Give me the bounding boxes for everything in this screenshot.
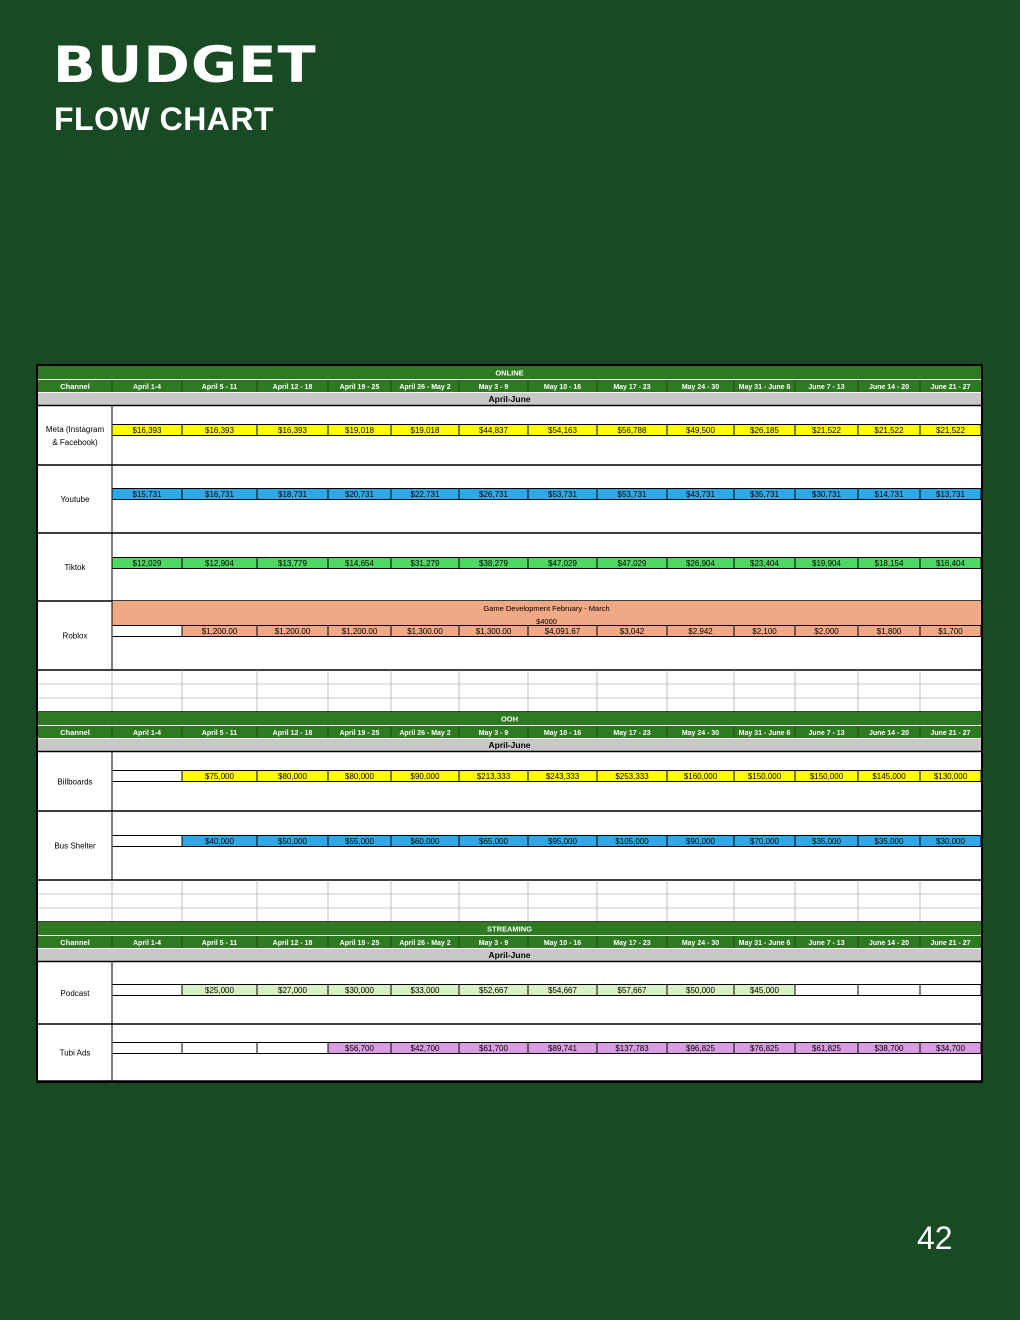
- budget-value: $45,000: [750, 986, 779, 995]
- week-header: May 10 - 16: [543, 940, 582, 947]
- week-header: April 5 - 11: [201, 730, 238, 737]
- week-header: May 31 - June 6: [738, 384, 791, 391]
- budget-value: $150,000: [809, 772, 844, 781]
- week-header: May 3 - 9: [478, 730, 509, 737]
- budget-cell: [112, 626, 182, 637]
- budget-value: $16,404: [936, 559, 965, 568]
- budget-value: $55,000: [345, 837, 374, 846]
- budget-value: $1,200.00: [201, 627, 238, 636]
- budget-value: $35,000: [812, 837, 841, 846]
- week-header: May 10 - 16: [543, 730, 582, 737]
- budget-value: $1,800: [876, 627, 902, 636]
- channel-header: Channel: [60, 938, 90, 947]
- budget-value: $13,731: [936, 490, 965, 499]
- channel-banner-text: $4000: [536, 617, 557, 626]
- budget-value: $49,500: [686, 426, 715, 435]
- week-header: June 21 - 27: [930, 384, 971, 391]
- week-header: April 26 - May 2: [399, 940, 451, 947]
- week-header: May 24 - 30: [681, 940, 720, 947]
- channel-banner-text: Game Development February - March: [483, 604, 610, 613]
- channel-name: & Facebook): [52, 438, 98, 447]
- week-header: April 1-4: [132, 940, 162, 947]
- period-label: April-June: [488, 950, 531, 960]
- week-header: June 7 - 13: [808, 730, 845, 737]
- budget-value: $54,667: [548, 986, 577, 995]
- page-number: 42: [917, 1220, 953, 1256]
- channel-name: Roblox: [62, 631, 88, 641]
- budget-value: $21,522: [812, 426, 841, 435]
- budget-value: $12,029: [132, 559, 162, 568]
- budget-value: $61,825: [812, 1044, 841, 1053]
- budget-cell: [795, 985, 858, 996]
- budget-value: $27,000: [278, 986, 307, 995]
- budget-value: $75,000: [205, 772, 234, 781]
- week-header: April 12 - 18: [272, 730, 313, 737]
- channel-name: Youtube: [60, 495, 90, 504]
- budget-value: $1,700: [938, 627, 963, 636]
- week-header: June 21 - 27: [930, 730, 971, 737]
- week-header: April 26 - May 2: [399, 730, 451, 737]
- week-header: May 10 - 16: [543, 384, 582, 391]
- budget-value: $1,300.00: [407, 627, 443, 636]
- channel-header: Channel: [60, 728, 90, 737]
- week-header: April 12 - 18: [272, 384, 313, 391]
- budget-value: $137,783: [615, 1044, 649, 1053]
- week-header: June 7 - 13: [808, 940, 845, 947]
- budget-value: $13,779: [278, 559, 307, 568]
- week-header: April 5 - 11: [201, 940, 238, 947]
- budget-value: $1,200.00: [274, 627, 311, 636]
- budget-value: $2,000: [814, 627, 839, 636]
- budget-value: $31,279: [410, 559, 440, 568]
- budget-value: $56,700: [345, 1044, 374, 1053]
- budget-value: $43,731: [686, 490, 715, 499]
- channel-name: Tiktok: [64, 563, 86, 572]
- budget-value: $3,042: [619, 627, 645, 636]
- budget-value: $60,000: [410, 837, 440, 846]
- budget-value: $19,018: [410, 426, 440, 435]
- page-title: BUDGET: [53, 36, 317, 94]
- channel-name: Bus Shelter: [54, 841, 96, 851]
- budget-value: $23,404: [750, 559, 779, 568]
- budget-value: $16,393: [278, 426, 307, 435]
- budget-value: $90,000: [686, 837, 715, 846]
- section-title: ONLINE: [495, 368, 524, 378]
- budget-value: $61,700: [479, 1044, 508, 1053]
- budget-cell: [858, 985, 920, 996]
- week-header: June 14 - 20: [868, 384, 910, 391]
- budget-value: $1,300.00: [475, 627, 512, 636]
- budget-cell: [112, 985, 182, 996]
- budget-value: $16,393: [132, 426, 162, 435]
- budget-cell: [112, 1043, 182, 1054]
- budget-value: $16,393: [205, 426, 234, 435]
- budget-value: $42,700: [410, 1044, 440, 1053]
- week-header: April 1-4: [132, 384, 162, 391]
- week-header: May 24 - 30: [681, 730, 720, 737]
- budget-value: $56,788: [617, 426, 647, 435]
- budget-value: $2,100: [752, 627, 777, 636]
- budget-value: $243,333: [545, 772, 580, 781]
- budget-value: $14,654: [345, 559, 374, 568]
- budget-value: $44,837: [479, 426, 508, 435]
- budget-value: $213,333: [476, 772, 511, 781]
- budget-value: $53,731: [548, 490, 577, 499]
- budget-value: $53,731: [617, 490, 647, 499]
- week-header: May 3 - 9: [478, 384, 509, 391]
- channel-name: Tubi Ads: [59, 1048, 91, 1058]
- channel-header: Channel: [60, 382, 90, 391]
- budget-value: $105,000: [615, 837, 649, 846]
- budget-value: $19,018: [345, 426, 374, 435]
- channel-name: Billboards: [57, 777, 93, 787]
- week-header: April 1-4: [132, 730, 162, 737]
- week-header: May 31 - June 6: [738, 730, 791, 737]
- section-title: OOH: [500, 714, 519, 724]
- budget-flow-table: [36, 364, 983, 1083]
- budget-value: $21,522: [874, 426, 904, 435]
- budget-value: $40,000: [205, 837, 234, 846]
- week-header: May 24 - 30: [681, 384, 720, 391]
- budget-value: $47,029: [548, 559, 577, 568]
- budget-value: $30,000: [936, 837, 965, 846]
- budget-value: $14,731: [874, 490, 904, 499]
- budget-value: $12,904: [205, 559, 234, 568]
- budget-value: $38,279: [479, 559, 508, 568]
- budget-value: $90,000: [410, 772, 440, 781]
- budget-value: $80,000: [345, 772, 374, 781]
- budget-value: $38,700: [874, 1044, 904, 1053]
- budget-cell: [920, 985, 981, 996]
- budget-value: $57,667: [617, 986, 647, 995]
- week-header: June 7 - 13: [808, 384, 845, 391]
- budget-cell: [257, 1043, 328, 1054]
- week-header: April 12 - 18: [272, 940, 313, 947]
- budget-value: $30,731: [812, 490, 841, 499]
- budget-value: $4,091.67: [544, 627, 581, 636]
- budget-value: $50,000: [686, 986, 715, 995]
- budget-value: $130,000: [933, 772, 968, 781]
- budget-value: $26,731: [479, 490, 508, 499]
- budget-value: $89,741: [548, 1044, 577, 1053]
- budget-value: $50,000: [278, 837, 307, 846]
- week-header: May 31 - June 6: [738, 940, 791, 947]
- week-header: May 3 - 9: [478, 940, 509, 947]
- budget-value: $52,667: [479, 986, 508, 995]
- budget-value: $96,825: [686, 1044, 715, 1053]
- budget-value: $26,904: [686, 559, 715, 568]
- budget-value: $25,000: [205, 986, 234, 995]
- budget-value: $15,731: [132, 490, 162, 499]
- budget-value: $33,000: [410, 986, 440, 995]
- budget-cell: [182, 1043, 257, 1054]
- budget-value: $145,000: [872, 772, 906, 781]
- channel-name: Meta (Instagram: [45, 425, 105, 434]
- budget-value: $150,000: [747, 772, 782, 781]
- budget-value: $95,000: [548, 837, 577, 846]
- week-header: April 19 - 25: [339, 384, 380, 391]
- budget-value: $18,731: [278, 490, 307, 499]
- week-header: April 19 - 25: [339, 730, 380, 737]
- budget-value: $21,522: [936, 426, 965, 435]
- budget-value: $1,200.00: [341, 627, 378, 636]
- page-subtitle: FLOW CHART: [54, 101, 275, 137]
- week-header: April 26 - May 2: [399, 384, 451, 391]
- budget-value: $34,700: [936, 1044, 965, 1053]
- week-header: April 5 - 11: [201, 384, 238, 391]
- budget-value: $35,000: [874, 837, 904, 846]
- budget-value: $16,731: [205, 490, 234, 499]
- section-title: STREAMING: [487, 924, 532, 934]
- week-header: May 17 - 23: [613, 730, 651, 737]
- budget-value: $80,000: [278, 772, 307, 781]
- budget-value: $18,154: [874, 559, 904, 568]
- budget-value: $35,731: [750, 490, 779, 499]
- week-header: June 21 - 27: [930, 940, 971, 947]
- week-header: June 14 - 20: [868, 730, 910, 737]
- budget-table-grid: [38, 366, 981, 1081]
- budget-value: $54,163: [548, 426, 577, 435]
- channel-name: Podcast: [60, 989, 90, 998]
- budget-value: $253,333: [615, 772, 649, 781]
- period-label: April-June: [488, 740, 531, 750]
- budget-value: $19,904: [812, 559, 841, 568]
- budget-value: $160,000: [683, 772, 718, 781]
- budget-value: $47,029: [617, 559, 647, 568]
- budget-value: $2,942: [688, 627, 713, 636]
- week-header: May 17 - 23: [613, 940, 651, 947]
- week-header: May 17 - 23: [613, 384, 651, 391]
- budget-value: $22,731: [410, 490, 440, 499]
- budget-value: $20,731: [345, 490, 374, 499]
- budget-value: $76,825: [750, 1044, 779, 1053]
- week-header: June 14 - 20: [868, 940, 910, 947]
- budget-cell: [112, 771, 182, 782]
- week-header: April 19 - 25: [339, 940, 380, 947]
- budget-value: $30,000: [345, 986, 374, 995]
- budget-value: $70,000: [750, 837, 779, 846]
- period-label: April-June: [488, 394, 531, 404]
- budget-cell: [112, 836, 182, 847]
- budget-value: $26,185: [750, 426, 779, 435]
- budget-value: $65,000: [479, 837, 508, 846]
